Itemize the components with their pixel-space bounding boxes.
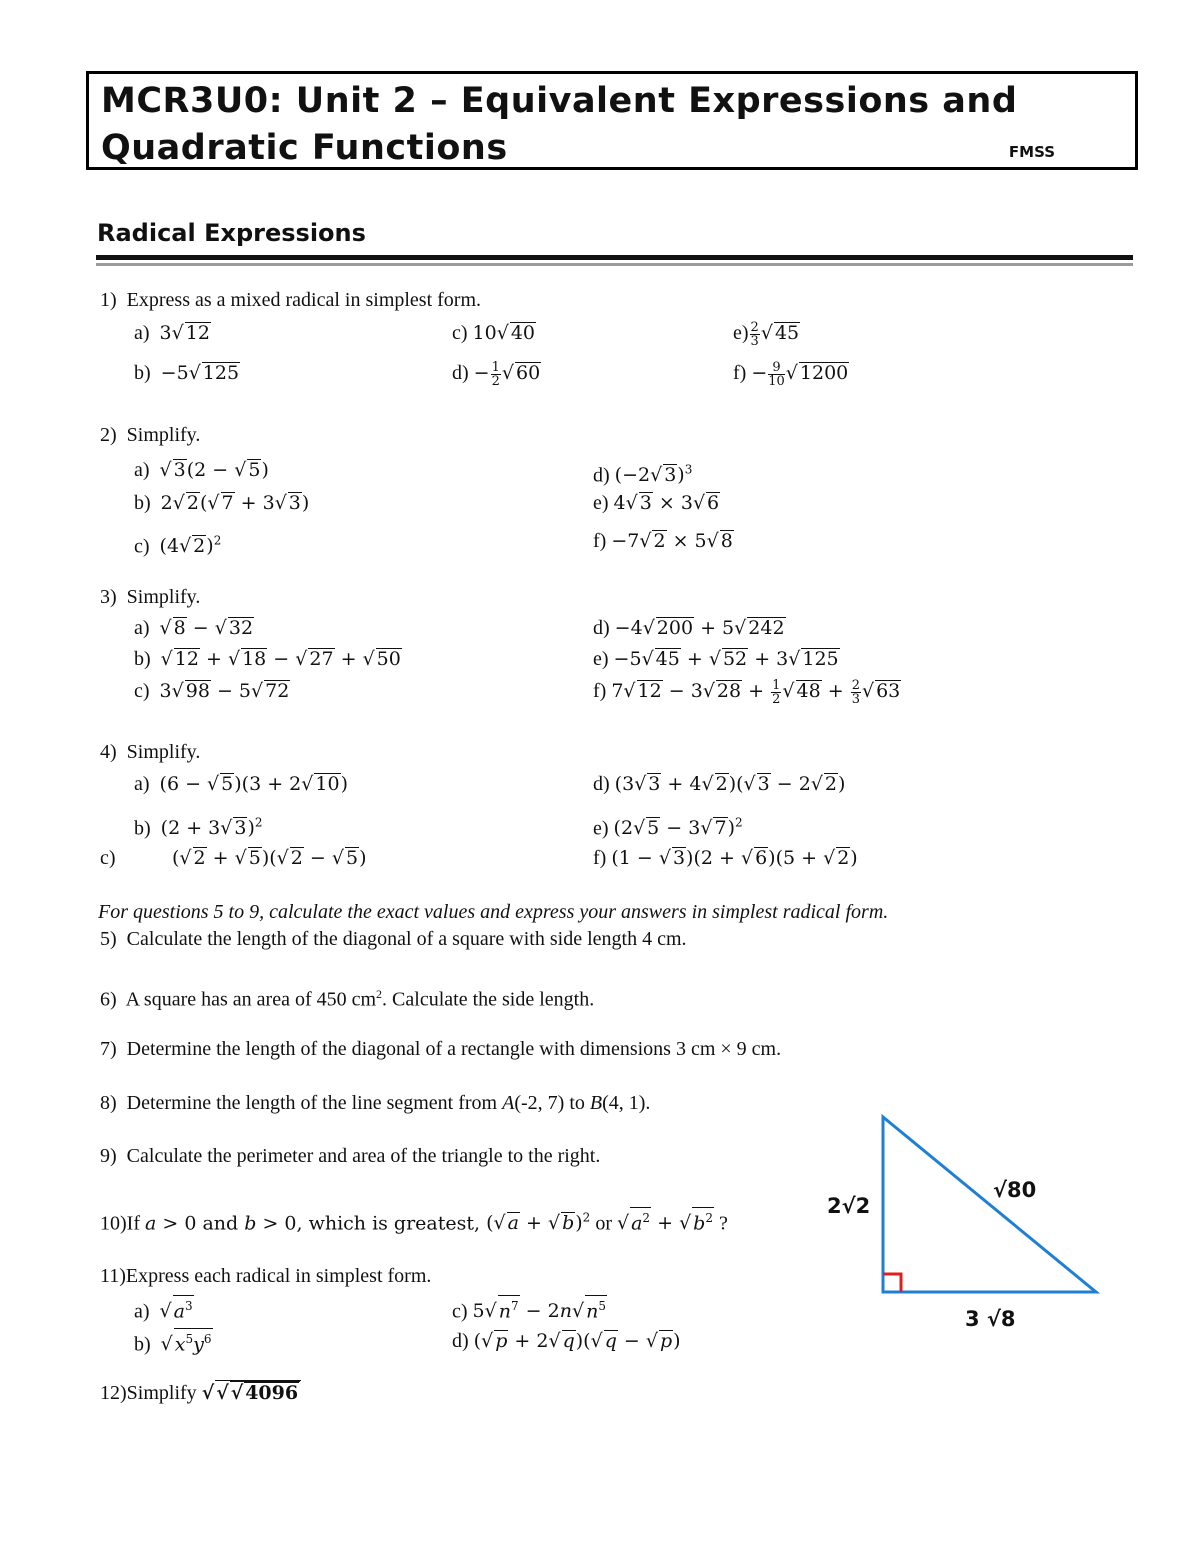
header-box <box>86 71 1138 170</box>
page-title <box>101 78 1017 172</box>
q4-a: a) (6 − √ 5)(3 + 2√ 10) <box>134 773 348 795</box>
right-angle-marker <box>883 1274 901 1292</box>
instructions: For questions 5 to 9, calculate the exact values and express your answers in simplest radical form. <box>98 901 889 923</box>
q2-a: a) √ 3(2 − √ 5) <box>134 459 269 481</box>
triangle-hypotenuse-label: √80 <box>993 1178 1037 1202</box>
triangle-left-side-label: 2√2 <box>827 1194 871 1218</box>
q11-c: c) 5√ $n^7 - 2n√$ $n^5$ <box>452 1295 607 1324</box>
q4-e: e) (2√ 5 − 3√ 7)$^2$ <box>593 816 743 840</box>
q3-prompt: 3) Simplify. <box>100 586 201 608</box>
q3-f: f) 7√ 12 − 3√ 28 + $\frac{1}{2}$ √ 48 + $\frac{2}{3}$ √ 63 <box>593 677 901 707</box>
q4-c-expression: (√ 2 + √ 5)(√ 2 − √ 5) <box>172 847 367 869</box>
q1-f: f) − $\frac{9}{10}$ √ 1200 <box>733 359 849 389</box>
triangle-shape <box>883 1117 1096 1292</box>
section-divider-shadow <box>96 263 1133 266</box>
q1-b: b) −5√ 125 <box>134 362 240 384</box>
q4-c: c) <box>100 847 116 869</box>
q1-c: c) 10√ 40 <box>452 322 536 344</box>
q3-a: a) √ 8 − √ 32 <box>134 617 254 639</box>
q2-b: b) 2√ 2(√ 7 + 3√ 3) <box>134 492 310 514</box>
q11-a: a) √ $a^3$ <box>134 1295 194 1324</box>
q2-c: c) (4√ 2)$^2$ <box>134 534 222 558</box>
q1-prompt: 1) Express as a mixed radical in simplest form. <box>100 289 482 311</box>
q3-e: e) −5√ 45 + √ 52 + 3√ 125 <box>593 648 839 670</box>
q4-b: b) (2 + 3√ 3)$^2$ <box>134 816 263 840</box>
section-heading: Radical Expressions <box>97 219 366 247</box>
q1-a: a) 3√ 12 <box>134 322 210 344</box>
q4-prompt: 4) Simplify. <box>100 741 201 763</box>
q1-e: e) $\frac{2}{3}$ √ 45 <box>733 319 800 349</box>
school-code: FMSS <box>1008 143 1055 161</box>
q3-c: c) 3√ 98 − 5√ 72 <box>134 680 290 702</box>
q2-d: d) (−2√ 3)$^3$ <box>593 463 693 487</box>
triangle-bottom-side-label: 3 √8 <box>965 1307 1016 1331</box>
title-line-2: Quadratic Functions <box>101 128 508 168</box>
q12: 12)Simplify √ √ √ 4096 <box>100 1380 301 1406</box>
q9: 9) Calculate the perimeter and area of the triangle to the right. <box>100 1145 601 1167</box>
q3-d: d) −4√ 200 + 5√ 242 <box>593 617 785 639</box>
q4-d: d) (3√ 3 + 4√ 2)(√ 3 − 2√ 2) <box>593 773 846 795</box>
q2-prompt: 2) Simplify. <box>100 424 201 446</box>
q11-prompt: 11)Express each radical in simplest form. <box>100 1265 432 1287</box>
q11-b: b) √ $x^5y^6$ <box>134 1328 213 1357</box>
q2-f: f) −7√ 2 × 5√ 8 <box>593 530 733 552</box>
q6: 6) A square has an area of 450 $cm^2$. Calculate the side length. <box>100 987 595 1011</box>
q7: 7) Determine the length of the diagonal of a rectangle with dimensions 3 cm × 9 cm. <box>100 1038 782 1060</box>
title-line-1: MCR3U0: Unit 2 – Equivalent Expressions and <box>101 81 1018 121</box>
q1-d: d) − $\frac{1}{2}$ √ 60 <box>452 359 541 389</box>
q2-e: e) 4√ 3 × 3√ 6 <box>593 492 720 514</box>
q11-d: d) (√ p + 2√ q)(√ q − √ p) <box>452 1330 681 1352</box>
section-divider <box>96 255 1133 260</box>
q3-b: b) √ 12 + √ 18 − √ 27 + √ 50 <box>134 648 401 670</box>
q5: 5) Calculate the length of the diagonal of a square with side length 4 cm. <box>100 928 687 950</box>
q8: 8) Determine the length of the line segment from A(-2, 7) to B(4, 1). <box>100 1092 651 1114</box>
q4-f: f) (1 − √ 3)(2 + √ 6)(5 + √ 2) <box>593 847 858 869</box>
q10: 10)If a > 0 and b > 0, which is greatest, (√ a + √ b)$^2$ or √ $a^2$ + √ $b^2$ ? <box>100 1205 728 1236</box>
